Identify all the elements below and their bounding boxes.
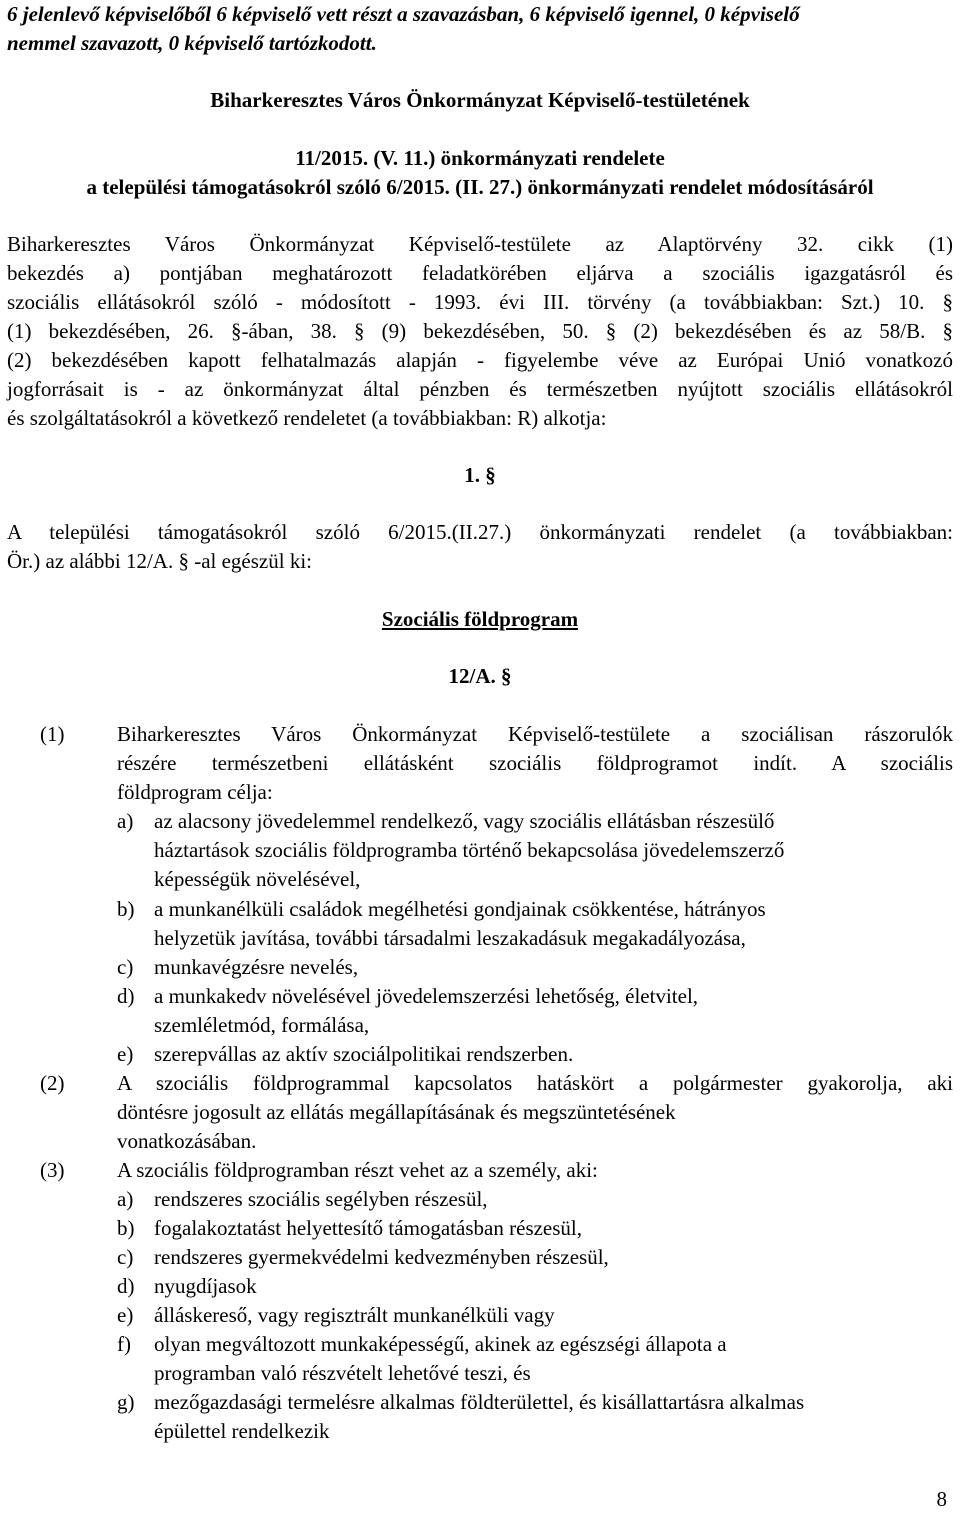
subtitle: Szociális földprogram <box>381 607 579 631</box>
page-number: 8 <box>936 1487 947 1511</box>
section-1-text: Ör.) az alábbi 12/A. § -al egészül ki: <box>7 549 312 573</box>
paragraph-line: vonatkozásában. <box>117 1129 257 1153</box>
list-item-text: helyzetük javítása, további társadalmi leszakadásuk megakadályozása, <box>154 926 746 950</box>
list-item-text: szemléletmód, formálása, <box>154 1013 370 1037</box>
list-item-label: c) <box>117 955 134 979</box>
preamble-line: és szolgáltatásokról a következő rendeletet (a továbbiakban: R) alkotja: <box>7 406 607 430</box>
decree-subject: a települési támogatásokról szóló 6/2015. (II. 27.) önkormányzati rendelet módosításáról <box>86 175 874 199</box>
list-item-label: c) <box>117 1245 134 1269</box>
preamble-line: (1) bekezdésében, 26. §-ában, 38. § (9) bekezdésében, 50. § (2) bekezdésében és az 58/B. § <box>7 319 953 343</box>
list-item-label: g) <box>117 1390 135 1414</box>
council-heading: Biharkeresztes Város Önkormányzat Képviselő-testületének <box>210 88 750 112</box>
section-1-title: 1. § <box>464 463 496 487</box>
article-number: 12/A. § <box>448 664 512 688</box>
list-item-text: programban való részvételt lehetővé teszi, és <box>154 1361 531 1385</box>
paragraph-line: Biharkeresztes Város Önkormányzat Képviselő-testülete a szociálisan rászorulók <box>117 722 953 746</box>
paragraph-number: (2) <box>40 1071 65 1095</box>
preamble-line: szociális ellátásokról szóló - módosított - 1993. évi III. törvény (a továbbiakban: Szt.) 10. § <box>7 290 953 314</box>
list-item-label: e) <box>117 1303 134 1327</box>
paragraph-number: (3) <box>40 1158 65 1182</box>
paragraph-line: A szociális földprogramban részt vehet az a személy, aki: <box>117 1158 598 1182</box>
list-item-text: a munkakedv növelésével jövedelemszerzési lehetőség, életvitel, <box>154 984 699 1008</box>
preamble-line: bekezdés a) pontjában meghatározott feladatkörében eljárva a szociális igazgatásról és <box>7 261 953 285</box>
document-page <box>7 0 953 1517</box>
list-item-text: mezőgazdasági termelésre alkalmas földterülettel, és kisállattartásra alkalmas <box>154 1390 805 1414</box>
list-item-label: f) <box>117 1332 131 1356</box>
list-item-text: háztartások szociális földprogramba történő bekapcsolása jövedelemszerző <box>154 838 785 862</box>
list-item-label: b) <box>117 1216 135 1240</box>
list-item-text: az alacsony jövedelemmel rendelkező, vagy szociális ellátásban részesülő <box>154 809 775 833</box>
vote-result-line-2: nemmel szavazott, 0 képviselő tartózkodott. <box>7 31 377 55</box>
list-item-label: a) <box>117 809 134 833</box>
list-item-text: nyugdíjasok <box>154 1274 257 1298</box>
list-item-text: fogalakoztatást helyettesítő támogatásban részesül, <box>154 1216 583 1240</box>
list-item-text: szerepvállas az aktív szociálpolitikai rendszerben. <box>154 1042 574 1066</box>
preamble-line: Biharkeresztes Város Önkormányzat Képviselő-testülete az Alaptörvény 32. cikk (1) <box>7 232 953 256</box>
list-item-text: rendszeres gyermekvédelmi kedvezményben részesül, <box>154 1245 609 1269</box>
list-item-text: rendszeres szociális segélyben részesül, <box>154 1187 488 1211</box>
preamble-line: jogforrásait is - az önkormányzat által pénzben és természetben nyújtott szociális ellátásokról <box>7 377 953 401</box>
list-item-label: e) <box>117 1042 134 1066</box>
paragraph-line: döntésre jogosult az ellátás megállapításának és megszüntetésének <box>117 1100 676 1124</box>
paragraph-line: A szociális földprogrammal kapcsolatos hatáskört a polgármester gyakorolja, aki <box>117 1071 953 1095</box>
list-item-text: épülettel rendelkezik <box>154 1419 330 1443</box>
vote-result-line-1: 6 jelenlevő képviselőből 6 képviselő vett részt a szavazásban, 6 képviselő igennel, 0 képviselő <box>7 2 800 26</box>
list-item-label: d) <box>117 984 135 1008</box>
list-item-label: b) <box>117 897 135 921</box>
list-item-text: a munkanélküli családok megélhetési gondjainak csökkentése, hátrányos <box>154 897 766 921</box>
list-item-label: d) <box>117 1274 135 1298</box>
decree-number: 11/2015. (V. 11.) önkormányzati rendelete <box>295 146 665 170</box>
list-item-text: munkavégzésre nevelés, <box>154 955 359 979</box>
paragraph-number: (1) <box>40 722 65 746</box>
paragraph-line: részére természetbeni ellátásként szociális földprogramot indít. A szociális <box>117 751 953 775</box>
list-item-label: a) <box>117 1187 134 1211</box>
preamble-line: (2) bekezdésében kapott felhatalmazás alapján - figyelembe véve az Európai Unió vonatkozó <box>7 348 953 372</box>
list-item-text: olyan megváltozott munkaképességű, akinek az egészségi állapota a <box>154 1332 727 1356</box>
list-item-text: álláskereső, vagy regisztrált munkanélküli vagy <box>154 1303 555 1327</box>
section-1-text: A települési támogatásokról szóló 6/2015.(II.27.) önkormányzati rendelet (a továbbiakban: <box>7 520 953 544</box>
list-item-text: képességük növelésével, <box>154 867 361 891</box>
paragraph-line: földprogram célja: <box>117 780 273 804</box>
